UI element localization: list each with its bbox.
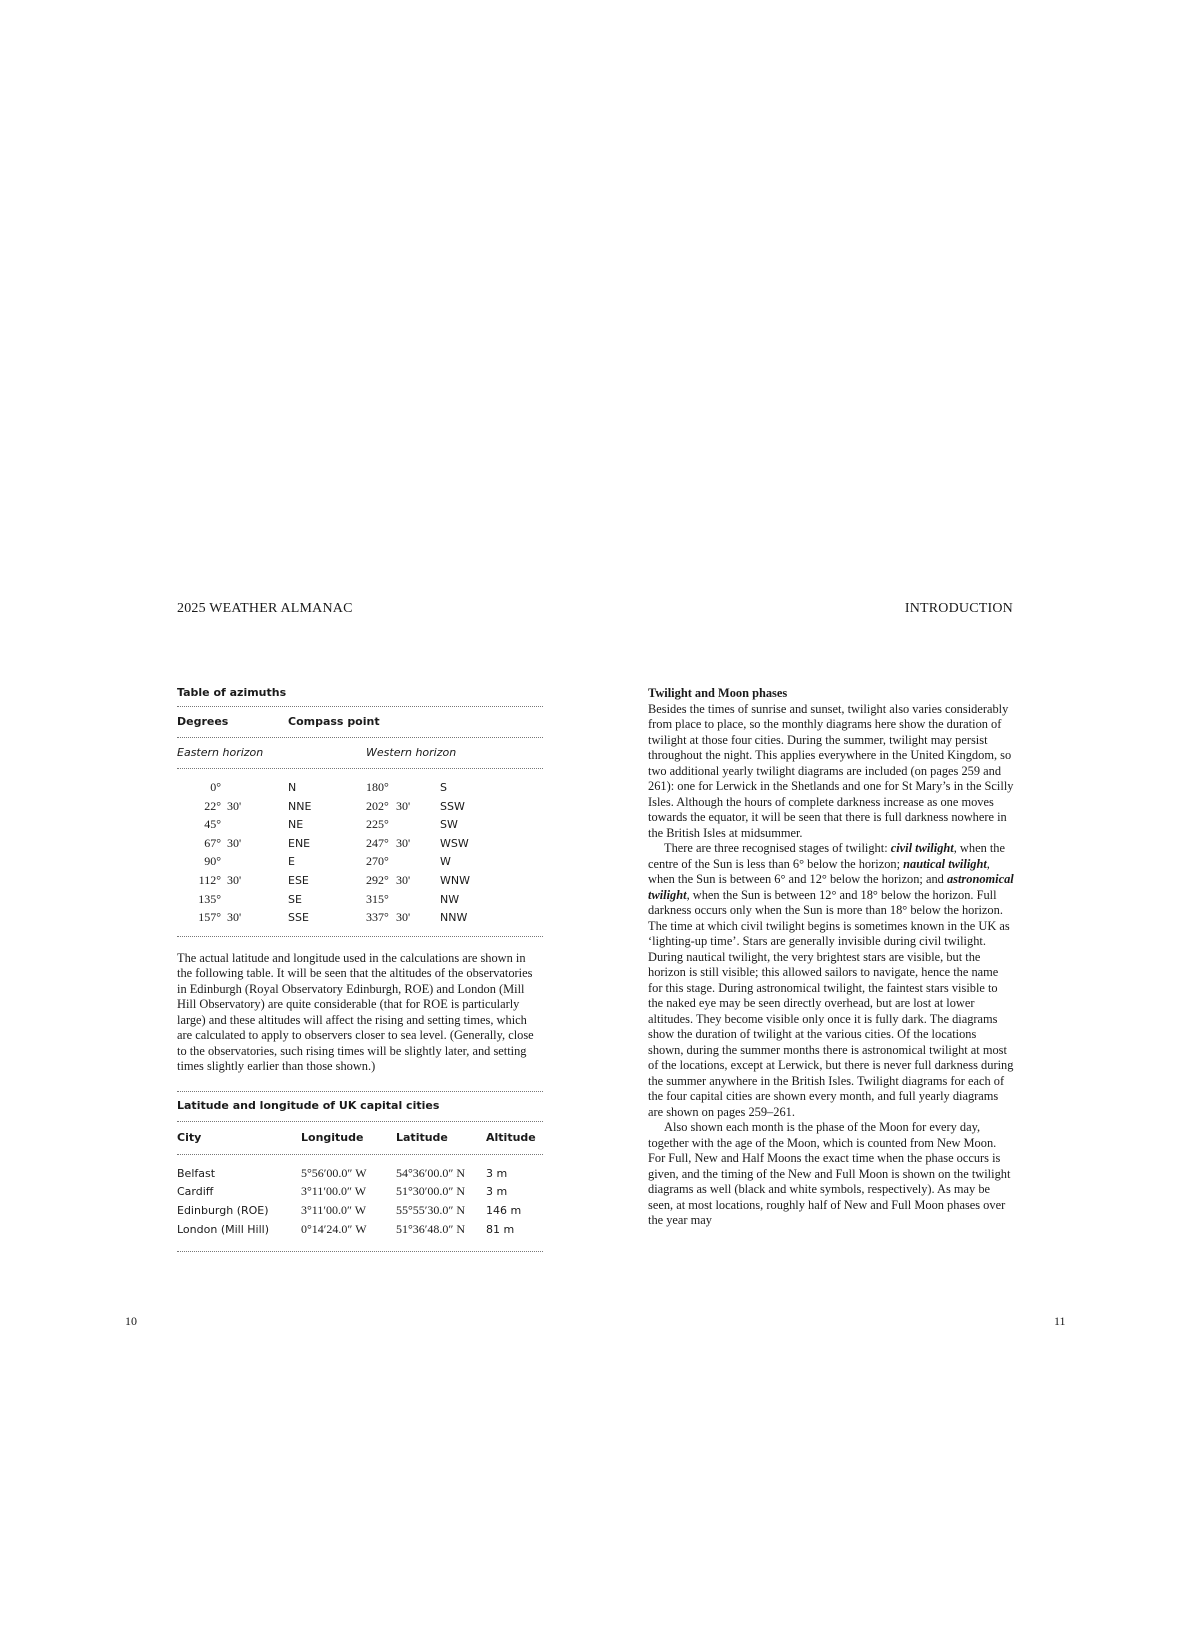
altitude: 146 m	[486, 1203, 522, 1217]
azimuth-header-row	[177, 707, 543, 737]
cities-table-body	[177, 1155, 543, 1251]
azimuth-row	[177, 872, 543, 891]
western-minutes: 30'	[396, 835, 411, 850]
right-column	[648, 686, 1014, 1229]
header-longitude: Longitude	[301, 1130, 364, 1144]
header-latitude: Latitude	[396, 1130, 448, 1144]
eastern-compass-point: SSE	[288, 911, 309, 925]
azimuth-row	[177, 909, 543, 928]
eastern-degrees: 0°	[210, 780, 221, 794]
cities-table-title: Latitude and longitude of UK capital cities	[177, 1098, 440, 1112]
western-minutes: 30'	[396, 872, 411, 887]
eastern-degrees: 67°	[204, 835, 221, 850]
azimuth-row	[177, 816, 543, 835]
azimuth-table-body	[177, 769, 543, 936]
western-degrees: 247°	[366, 835, 389, 850]
altitude: 81 m	[486, 1222, 515, 1236]
twilight-paragraph-1: Besides the times of sunrise and sunset, twilight also varies considerably from place to place, so the monthly diagrams here show the duration of twilight at those four cities. During the summer, twilight may persist throughout the night. This applies everywhere in the United Kingdom, so two additional yearly twilight diagrams are included (on pages 259 and 261): one for Lerwick in the Shetlands and one for St Mary’s in the Scilly Isles. Although the hours of complete darkness increase as one moves towards the equator, it will be seen that there is full darkness nowhere in the British Isles at midsummer.	[648, 701, 1014, 840]
header-compass-point: Compass point	[288, 715, 380, 728]
eastern-compass-point: N	[288, 781, 297, 794]
eastern-compass-point: E	[288, 855, 295, 869]
azimuth-row	[177, 891, 543, 910]
western-degrees: 292°	[366, 872, 389, 887]
table-rule	[177, 936, 543, 937]
azimuth-row	[177, 798, 543, 817]
city-row	[177, 1221, 543, 1240]
city-name: London (Mill Hill)	[177, 1222, 269, 1236]
subheader-western-horizon: Western horizon	[366, 746, 457, 759]
altitude: 3 m	[486, 1185, 508, 1199]
altitude: 3 m	[486, 1166, 508, 1180]
section-heading: Twilight and Moon phases	[648, 686, 788, 700]
paragraph-text: , when the centre of the Sun is less than 6° below the horizon;	[648, 841, 1006, 871]
eastern-minutes: 30'	[227, 910, 242, 925]
city-row	[177, 1202, 543, 1221]
eastern-degrees: 112°	[198, 872, 221, 887]
city-row	[177, 1183, 543, 1202]
paragraph-text: , when the Sun is between 12° and 18° below the horizon. Full darkness occurs only when the Sun is more than 18° below the horizon. The time at which civil twilight begins is sometimes known in the UK as ‘lighting-up time’. Stars are generally invisible during civil twilight. During nautical twilight, the very brightest stars are visible, but the horizon is still visible; this allowed sailors to navigate, hence the name for this stage. During astronomical twilight, the faintest stars visible to the naked eye may be seen directly overhead, but are lost at lower altitudes. They become visible only once it is fully dark. The diagrams show the duration of twilight at the various cities. Of the locations shown, during the summer months there is astronomical twilight at most of the locations, except at Lerwick, but there is never full darkness during the summer anywhere in the British Isles. Twilight diagrams for each of the four capital cities are shown every month, and full yearly diagrams are shown on pages 259–261.	[648, 887, 1014, 1119]
eastern-degrees: 135°	[198, 891, 221, 906]
eastern-compass-point: ESE	[288, 873, 309, 887]
western-compass-point: SW	[440, 818, 458, 832]
moon-phases-paragraph: Also shown each month is the phase of the Moon for every day, together with the age of the Moon, which is counted from New Moon. For Full, New and Half Moons the exact time when the phase occurs is given, and the timing of the New and Full Moon is shown on the twilight diagrams as well (black and white symbols, respectively). As may be seen, at most locations, roughly half of New and Full Moon phases over the year may	[648, 1120, 1011, 1227]
longitude: 3°11′00.0″ W	[301, 1202, 367, 1217]
page-number-left: 10	[125, 1314, 137, 1328]
western-compass-point: WSW	[440, 836, 469, 850]
western-compass-point: S	[440, 781, 447, 794]
longitude: 3°11′00.0″ W	[301, 1184, 367, 1199]
azimuth-row	[177, 779, 543, 798]
eastern-compass-point: ENE	[288, 836, 311, 850]
eastern-minutes: 30'	[227, 835, 242, 850]
western-compass-point: W	[440, 855, 451, 869]
left-body-paragraph: The actual latitude and longitude used in the calculations are shown in the following table. It will be seen that the altitudes of the observatories in Edinburgh (Royal Observatory Edinburgh, ROE) and London (Mill Hill Observatory) are quite considerable (that for ROE is particularly large) and these altitudes will affect the rising and setting times, which are calculated to apply to observers closer to sea level. (Generally, close to the observatories, such rising times will be slightly later, and setting times slightly earlier than those shown.)	[177, 950, 534, 1074]
eastern-compass-point: NNE	[288, 799, 312, 813]
azimuth-table	[177, 686, 543, 937]
city-name: Cardiff	[177, 1185, 214, 1199]
azimuth-subheader-row	[177, 738, 543, 768]
eastern-degrees: 45°	[204, 817, 221, 832]
western-minutes: 30'	[396, 798, 411, 813]
western-minutes: 30'	[396, 910, 411, 925]
eastern-compass-point: NE	[288, 818, 304, 832]
eastern-minutes: 30'	[227, 872, 242, 887]
western-compass-point: NNW	[440, 911, 468, 925]
western-degrees: 225°	[366, 817, 389, 832]
term-nautical-twilight: nautical twilight	[903, 856, 987, 871]
western-compass-point: WNW	[440, 873, 470, 887]
city-row	[177, 1165, 543, 1184]
running-head-left: 2025 WEATHER ALMANAC	[177, 601, 353, 616]
header-altitude: Altitude	[486, 1130, 536, 1144]
term-civil-twilight: civil twilight	[890, 841, 954, 855]
page-number-right: 11	[1054, 1314, 1066, 1328]
paragraph-text: , when the Sun is between 6° and 12° below the horizon; and	[648, 856, 990, 886]
latitude: 51°36′48.0″ N	[396, 1221, 466, 1236]
eastern-degrees: 90°	[204, 854, 221, 869]
longitude: 5°56′00.0″ W	[301, 1165, 367, 1180]
eastern-degrees: 157°	[198, 910, 221, 925]
cities-table	[177, 1091, 543, 1252]
left-column	[177, 686, 543, 1252]
western-compass-point: SSW	[440, 799, 465, 813]
western-degrees: 315°	[366, 891, 389, 906]
azimuth-row	[177, 853, 543, 872]
latitude: 54°36′00.0″ N	[396, 1165, 466, 1180]
western-degrees: 270°	[366, 854, 389, 869]
eastern-degrees: 22°	[204, 798, 221, 813]
city-name: Belfast	[177, 1166, 216, 1180]
header-degrees: Degrees	[177, 715, 229, 728]
western-compass-point: NW	[440, 892, 460, 906]
latitude: 51°30′00.0″ N	[396, 1184, 466, 1199]
subheader-eastern-horizon: Eastern horizon	[177, 746, 264, 759]
western-degrees: 337°	[366, 910, 389, 925]
term-astronomical-twilight: astronomical twilight	[648, 872, 1014, 902]
latitude: 55°55′30.0″ N	[396, 1202, 466, 1217]
cities-header-row	[177, 1122, 543, 1154]
eastern-compass-point: SE	[288, 892, 302, 906]
paragraph-text: There are three recognised stages of twilight:	[664, 841, 891, 855]
twilight-paragraph-2	[648, 841, 1014, 1120]
city-name: Edinburgh (ROE)	[177, 1203, 269, 1217]
header-city: City	[177, 1130, 202, 1144]
azimuth-table-title: Table of azimuths	[177, 686, 287, 699]
longitude: 0°14′24.0″ W	[301, 1221, 367, 1236]
running-head-right: INTRODUCTION	[904, 601, 1013, 616]
western-degrees: 202°	[366, 798, 389, 813]
western-degrees: 180°	[366, 780, 389, 794]
eastern-minutes: 30'	[227, 798, 242, 813]
table-rule	[177, 1251, 543, 1252]
azimuth-row	[177, 835, 543, 854]
